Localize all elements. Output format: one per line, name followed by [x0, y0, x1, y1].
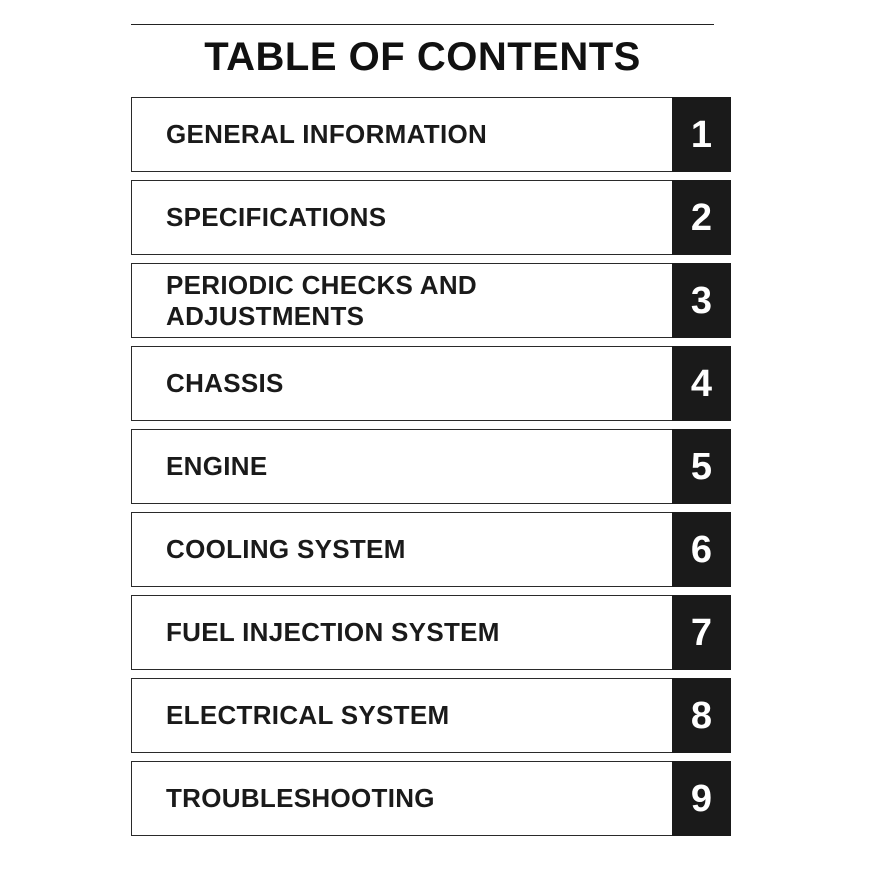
- toc-entry-label: TROUBLESHOOTING: [166, 783, 435, 813]
- toc-entry-label: SPECIFICATIONS: [166, 202, 387, 232]
- toc-entry-cooling-system[interactable]: [131, 512, 731, 587]
- chapter-number: 4: [690, 362, 713, 405]
- chapter-tab: [672, 346, 731, 421]
- chapter-tab: [672, 263, 731, 338]
- toc-entry-label-box: [131, 97, 672, 172]
- toc-list: [131, 97, 731, 836]
- toc-entry-label-box: [131, 512, 672, 587]
- chapter-tab: [672, 97, 731, 172]
- toc-entry-label-box: [131, 180, 672, 255]
- chapter-number: 7: [690, 611, 713, 654]
- chapter-tab: [672, 512, 731, 587]
- toc-entry-label: FUEL INJECTION SYSTEM: [166, 617, 500, 647]
- chapter-tab: [672, 595, 731, 670]
- toc-entry-troubleshooting[interactable]: [131, 761, 731, 836]
- chapter-number: 2: [690, 196, 713, 239]
- chapter-tab: [672, 761, 731, 836]
- toc-entry-label-box: [131, 346, 672, 421]
- chapter-tab: [672, 429, 731, 504]
- toc-entry-label: PERIODIC CHECKS AND ADJUSTMENTS: [166, 269, 477, 331]
- toc-entry-label-box: [131, 595, 672, 670]
- toc-entry-label: CHASSIS: [166, 368, 284, 398]
- chapter-number: 1: [690, 113, 713, 156]
- toc-entry-label: COOLING SYSTEM: [166, 534, 406, 564]
- toc-entry-specifications[interactable]: [131, 180, 731, 255]
- toc-entry-periodic-checks[interactable]: [131, 263, 731, 338]
- toc-entry-label-box: [131, 263, 672, 338]
- page-title: TABLE OF CONTENTS: [204, 35, 641, 79]
- toc-entry-label-box: [131, 678, 672, 753]
- chapter-tab: [672, 678, 731, 753]
- chapter-number: 9: [690, 777, 713, 820]
- toc-entry-label: ENGINE: [166, 451, 268, 481]
- toc-entry-label: GENERAL INFORMATION: [166, 119, 488, 149]
- chapter-tab: [672, 180, 731, 255]
- top-divider: [131, 24, 714, 25]
- toc-entry-engine[interactable]: [131, 429, 731, 504]
- toc-entry-general-information[interactable]: [131, 97, 731, 172]
- toc-entry-label-box: [131, 429, 672, 504]
- chapter-number: 3: [690, 279, 713, 322]
- chapter-number: 5: [690, 445, 713, 488]
- chapter-number: 6: [690, 528, 713, 571]
- toc-entry-label-box: [131, 761, 672, 836]
- toc-entry-electrical-system[interactable]: [131, 678, 731, 753]
- toc-entry-fuel-injection-system[interactable]: [131, 595, 731, 670]
- chapter-number: 8: [690, 694, 713, 737]
- toc-entry-label: ELECTRICAL SYSTEM: [166, 700, 450, 730]
- toc-entry-chassis[interactable]: [131, 346, 731, 421]
